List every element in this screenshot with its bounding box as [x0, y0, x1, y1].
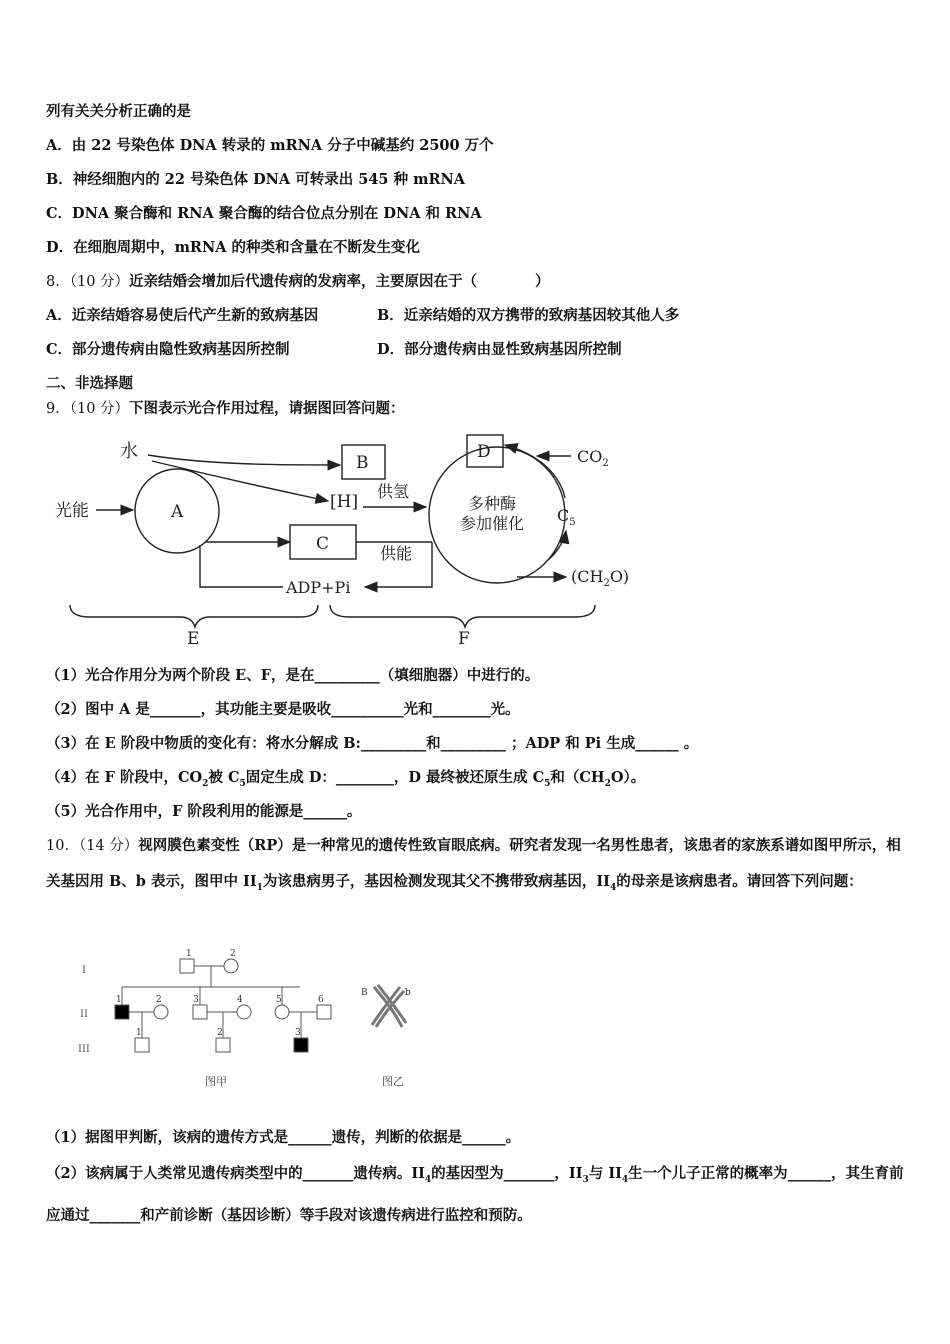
enzyme-label-1: 多种酶: [468, 494, 517, 513]
label-b: B: [356, 453, 369, 473]
ii4-female: [237, 1005, 251, 1019]
ch2o-label: $(CH_2O)$: [571, 567, 630, 589]
adp-to-a-line: [200, 545, 283, 587]
label-f: F: [458, 629, 470, 649]
svg-text:2: 2: [156, 995, 162, 1005]
q10-sub2: （2）该病属于人类常见遗传病类型中的_______遗传病。$II_4$的基因型为_______，$II_3$与 $II_4$生一个儿子正常的概率为______，其生育前应通过_______和产前诊断（基因诊断）等手段对该遗传病进行监控和预防。: [46, 1165, 904, 1224]
light-energy-label: 光能: [55, 501, 89, 521]
svg-text:3: 3: [193, 995, 199, 1005]
iii2-male: [216, 1038, 230, 1052]
q9-sub1: （1）光合作用分为两个阶段 E、F，是在_________（填细胞器）中进行的。: [46, 667, 540, 684]
q9-sub2: （2）图中 A 是_______，其功能主要是吸收__________光和________光。: [46, 701, 520, 718]
label-d: D: [477, 442, 491, 462]
generation-ii-label: II: [80, 1009, 88, 1020]
q7-option-a: A．由 22 号染色体 DNA 转录的 mRNA 分子中碱基约 2500 万个: [46, 137, 494, 154]
q8-option-a: A．近亲结婚容易使后代产生新的致病基因: [46, 307, 319, 324]
label-h: [H]: [330, 492, 359, 512]
ii3-male: [193, 1005, 207, 1019]
q9-stem: 下图表示光合作用过程，请据图回答问题：: [129, 400, 405, 417]
label-e: E: [187, 629, 200, 649]
allele-lower-b-label: b: [405, 988, 411, 998]
q9-stem-line: [46, 399, 405, 419]
q10-stem: 10．（14 分）视网膜色素变性（RP）是一种常见的遗传性致盲眼底病。研究者发现一名男性患者，该患者的家族系谱如图甲所示，相关基因用 B、b 表示，图甲中 $II_1$为该患病男子，基因检测发现其父不携带致病基因，$II_4$的母亲是该病患者。请回答下列问题：: [46, 837, 901, 893]
generation-i-label: I: [82, 965, 86, 976]
q9-sub5: （5）光合作用中，F 阶段利用的能源是______。: [46, 803, 362, 820]
svg-text:3: 3: [295, 1028, 301, 1038]
i1-male: [180, 959, 194, 973]
label-a: A: [171, 502, 184, 522]
section-heading: 二、非选择题: [46, 375, 133, 392]
ii1-affected-male: [115, 1005, 129, 1019]
q7-option-c: C．DNA 聚合酶和 RNA 聚合酶的结合位点分别在 DNA 和 RNA: [46, 205, 482, 222]
water-to-b-arrow: [148, 455, 340, 465]
q7-option-b: B．神经细胞内的 22 号染色体 DNA 可转录出 545 种 mRNA: [46, 171, 466, 188]
photosynthesis-diagram: [0, 425, 950, 655]
pedigree-figure: [0, 945, 950, 1095]
svg-text:2: 2: [217, 1028, 223, 1038]
svg-text:2: 2: [230, 949, 236, 959]
q10-number: 10．（14 分）: [46, 838, 139, 854]
allele-b-label: B: [361, 988, 368, 998]
q7-option-d: D．在细胞周期中，mRNA 的种类和含量在不断发生变化: [46, 239, 421, 256]
svg-text:6: 6: [318, 995, 324, 1005]
c5-label: $C_5$: [557, 506, 576, 528]
q8-option-c: C．部分遗传病由隐性致病基因所控制: [46, 341, 290, 358]
i2-female: [224, 959, 238, 973]
c5-to-d-arrow: [505, 445, 565, 498]
q8-options-row2: [46, 340, 906, 360]
svg-text:1: 1: [136, 1028, 142, 1038]
svg-text:1: 1: [186, 949, 192, 959]
label-c: C: [316, 534, 330, 554]
brace-f: [330, 605, 595, 627]
generation-iii-label: III: [78, 1044, 90, 1055]
q8-option-d: D．部分遗传病由显性致病基因所控制: [377, 341, 622, 358]
chromosome-figure: [372, 985, 406, 1027]
q8-stem: 近亲结婚会增加后代遗传病的发病率，主要原因在于（ ）: [129, 273, 550, 290]
adp-pi-label: ADP+Pi: [286, 578, 351, 597]
ii2-female: [154, 1005, 168, 1019]
figure-b-caption: 图乙: [382, 1075, 404, 1088]
q8-option-b: B．近亲结婚的双方携带的致病基因较其他人多: [377, 307, 680, 324]
water-label: 水: [120, 441, 138, 462]
ii6-male: [317, 1005, 331, 1019]
q9-sub4: （4）在 F 阶段中，$CO_2$被 $C_5$固定生成 D：________，D 最终被还原生成 $C_5$和$(CH_2O)$。: [46, 769, 646, 789]
q9-number: 9．（10 分）: [46, 401, 130, 417]
iii1-male: [135, 1038, 149, 1052]
figure-a-caption: 图甲: [205, 1075, 227, 1088]
water-to-h-arrow: [152, 461, 328, 501]
q8-options-row1: [46, 306, 906, 326]
iii3-affected-male: [294, 1038, 308, 1052]
q7-intro: 列有关关分析正确的是: [46, 103, 191, 120]
svg-text:5: 5: [276, 995, 282, 1005]
enzyme-label-2: 参加催化: [460, 514, 525, 533]
co2-label: $CO_2$: [577, 447, 609, 469]
svg-text:1: 1: [116, 995, 122, 1005]
q8-number: 8．（10 分）: [46, 274, 130, 290]
q10-sub1: （1）据图甲判断，该病的遗传方式是______遗传，判断的依据是______。: [46, 1129, 521, 1146]
ii5-female: [275, 1005, 289, 1019]
energy-supply-label: 供能: [380, 544, 413, 563]
hydrogen-supply-label: 供氢: [377, 482, 410, 501]
q9-sub3: （3）在 E 阶段中物质的变化有：将水分解成 B:_________和_________ ；ADP 和 Pi 生成______ 。: [46, 735, 699, 752]
q8-stem-line: [46, 272, 550, 292]
svg-text:4: 4: [237, 995, 243, 1005]
brace-e: [70, 605, 318, 627]
